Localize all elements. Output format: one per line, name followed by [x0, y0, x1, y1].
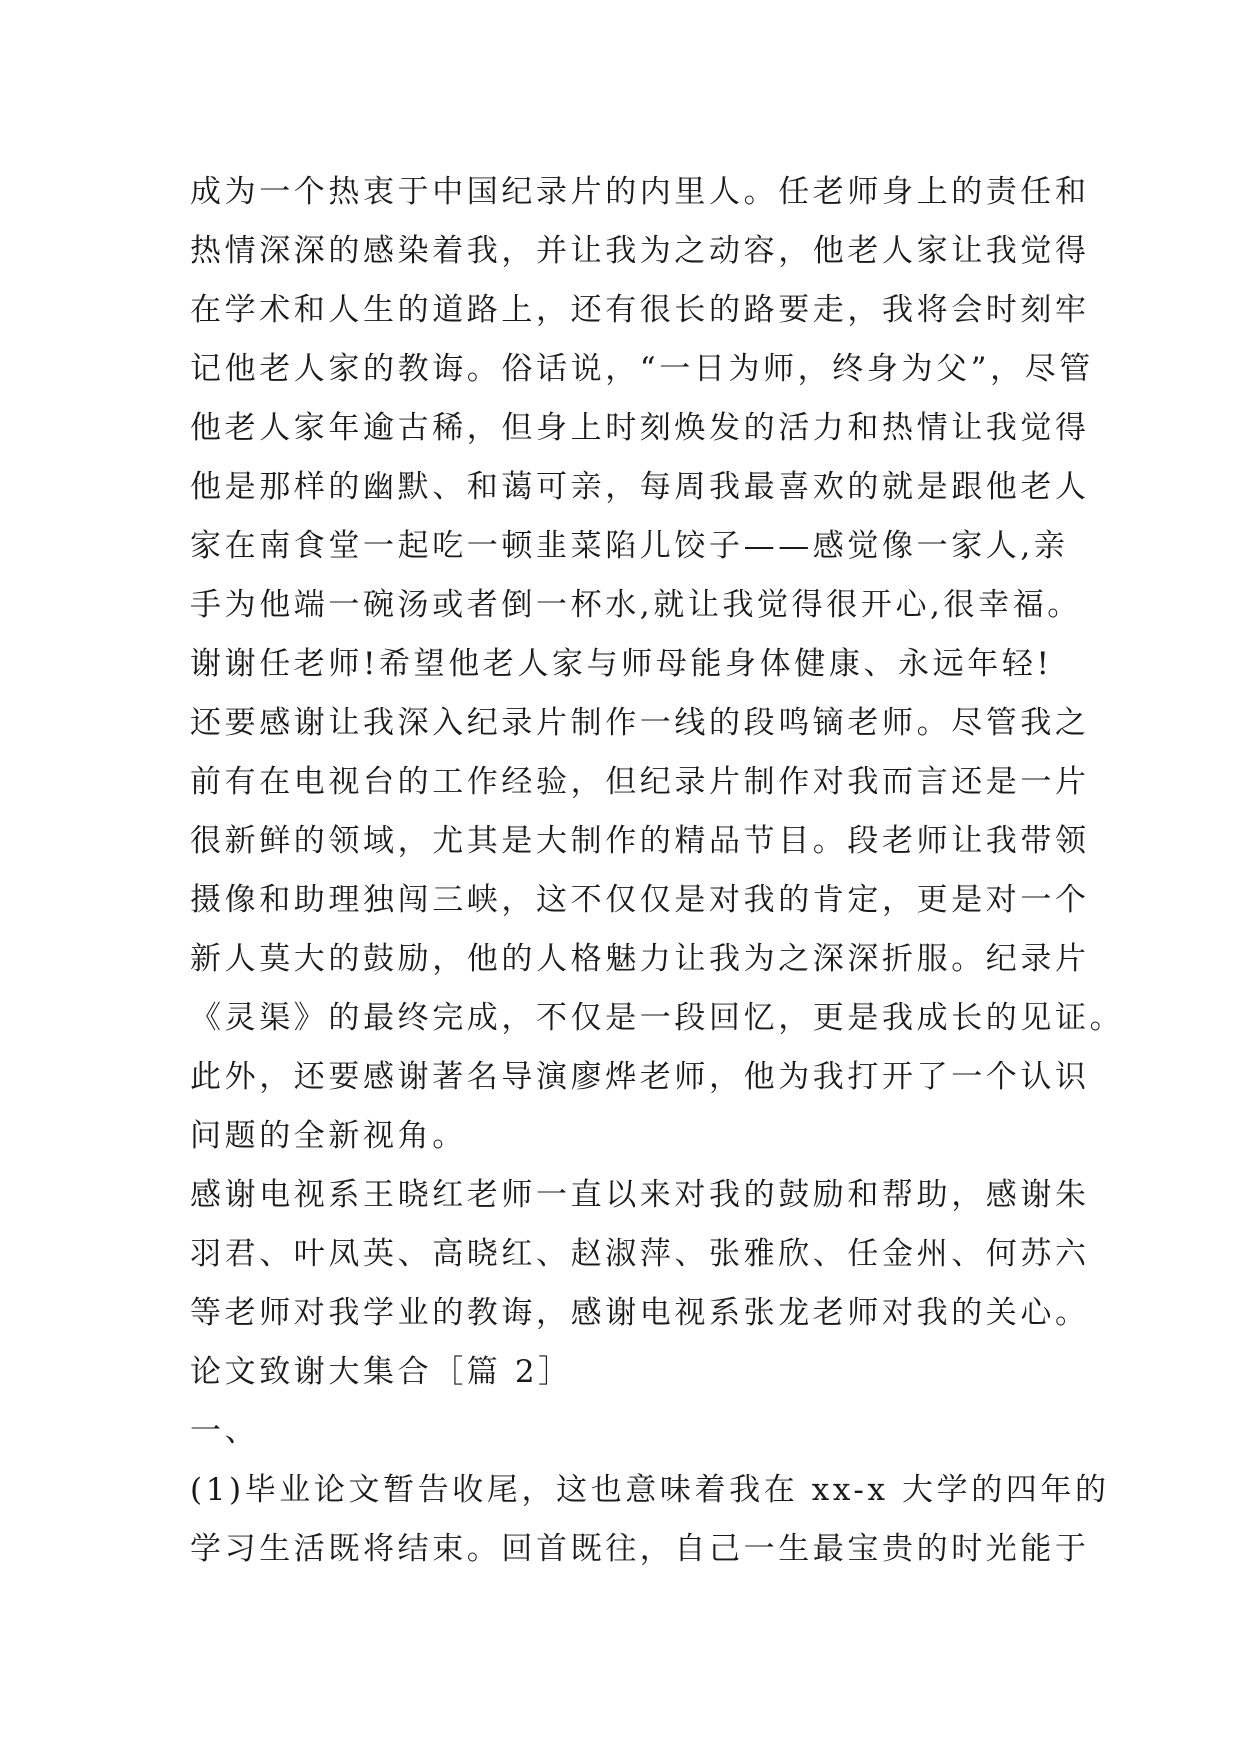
text-line: (1)毕业论文暂告收尾，这也意味着我在 xx-x 大学的四年的: [190, 1472, 1110, 1508]
text-line: 热情深深的感染着我，并让我为之动容，他老人家让我觉得: [190, 233, 1090, 269]
text-line: 还要感谢让我深入纪录片制作一线的段鸣镝老师。尽管我之: [190, 705, 1090, 741]
section-heading: 论文致谢大集合［篇 2］: [190, 1354, 573, 1390]
text-line: 等老师对我学业的教诲，感谢电视系张龙老师对我的关心。: [190, 1295, 1090, 1331]
document-body: [190, 163, 1125, 1579]
text-line: 记他老人家的教诲。俗话说，“一日为师，终身为父”，尽管: [190, 351, 1094, 387]
text-line: 学习生活既将结束。回首既往，自己一生最宝贵的时光能于: [190, 1531, 1090, 1567]
text-line: 谢谢任老师!希望他老人家与师母能身体健康、永远年轻!: [190, 646, 1053, 682]
text-line: 前有在电视台的工作经验，但纪录片制作对我而言还是一片: [190, 764, 1090, 800]
text-line: 羽君、叶凤英、高晓红、赵淑萍、张雅欣、任金州、何苏六: [190, 1236, 1090, 1272]
text-line: 家在南食堂一起吃一顿韭菜陷儿饺子——感觉像一家人,亲: [190, 528, 1069, 564]
list-number: 一、: [190, 1413, 260, 1449]
text-line: 成为一个热衷于中国纪录片的内里人。任老师身上的责任和: [190, 174, 1090, 210]
text-line: 摄像和助理独闯三峡，这不仅仅是对我的肯定，更是对一个: [190, 882, 1090, 918]
text-line: 感谢电视系王晓红老师一直以来对我的鼓励和帮助，感谢朱: [190, 1177, 1090, 1213]
text-line: 此外，还要感谢著名导演廖烨老师，他为我打开了一个认识: [190, 1059, 1090, 1095]
text-line: 他老人家年逾古稀，但身上时刻焕发的活力和热情让我觉得: [190, 410, 1090, 446]
text-line: 问题的全新视角。: [190, 1118, 467, 1154]
text-line: 很新鲜的领域，尤其是大制作的精品节目。段老师让我带领: [190, 823, 1090, 859]
text-line: 在学术和人生的道路上，还有很长的路要走，我将会时刻牢: [190, 292, 1090, 328]
text-line: 《灵渠》的最终完成，不仅是一段回忆，更是我成长的见证。: [190, 1000, 1125, 1036]
text-line: 他是那样的幽默、和蔼可亲，每周我最喜欢的就是跟他老人: [190, 469, 1090, 505]
text-line: 手为他端一碗汤或者倒一杯水,就让我觉得很开心,很幸福。: [190, 587, 1082, 623]
text-line: 新人莫大的鼓励，他的人格魅力让我为之深深折服。纪录片: [190, 941, 1090, 977]
